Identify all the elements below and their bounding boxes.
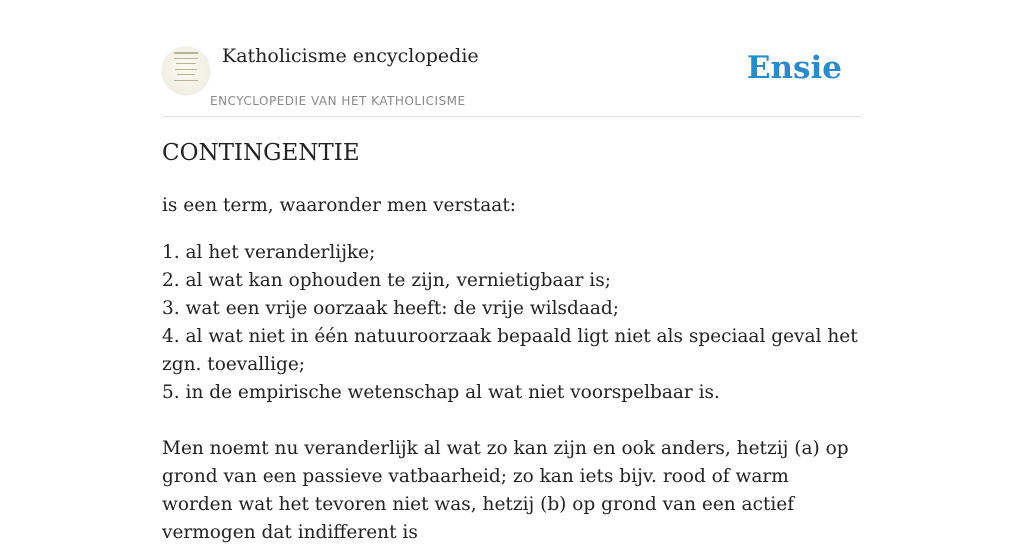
article-intro: is een term, waaronder men verstaat: xyxy=(162,195,517,216)
site-title[interactable]: Katholicisme encyclopedie xyxy=(222,45,479,67)
definition-list xyxy=(162,239,862,407)
list-item: 2. al wat kan ophouden te zijn, vernietigbaar is; xyxy=(162,270,611,291)
ensie-brand-link[interactable]: Ensie xyxy=(746,50,842,86)
site-subtitle: ENCYCLOPEDIE VAN HET KATHOLICISME xyxy=(210,94,466,108)
list-item: 4. al wat niet in één natuuroorzaak bepaald ligt niet als speciaal geval het zgn. toevallige; xyxy=(162,326,858,375)
content-container xyxy=(162,0,862,543)
article-title: CONTINGENTIE xyxy=(162,140,360,166)
list-item: 1. al het veranderlijke; xyxy=(162,242,376,263)
article-paragraph: Men noemt nu veranderlijk al wat zo kan zijn en ook anders, hetzij (a) op grond van een passieve vatbaarheid; zo kan iets bijv. rood of warm worden wat het tevoren niet was, hetzij (b) op grond van een actief vermogen dat indifferent is xyxy=(162,438,849,543)
list-item: 3. wat een vrije oorzaak heeft: de vrije wilsdaad; xyxy=(162,298,619,319)
encyclopedia-logo-icon[interactable] xyxy=(162,47,210,95)
list-item: 5. in de empirische wetenschap al wat niet voorspelbaar is. xyxy=(162,382,720,403)
site-header xyxy=(162,0,862,117)
